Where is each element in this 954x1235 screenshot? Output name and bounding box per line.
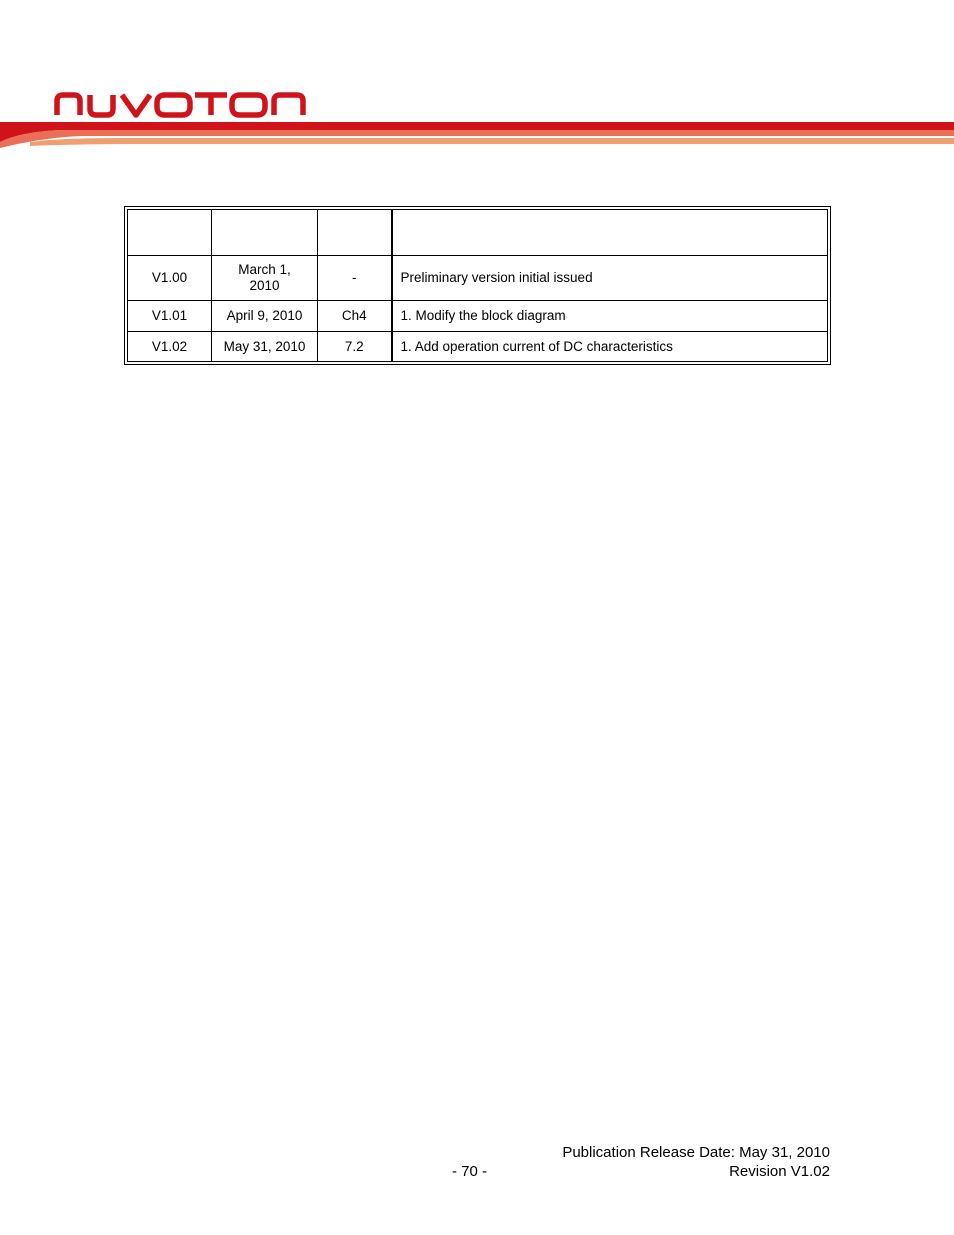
page-number: - 70 - [452,1163,488,1180]
table-row [128,256,828,301]
chapter-cell: - [318,256,392,301]
table-header-row [128,210,828,256]
nuvoton-logo [52,90,310,118]
version-cell: V1.00 [128,256,212,301]
date-cell: April 9, 2010 [212,301,318,332]
description-cell: Preliminary version initial issued [392,256,828,301]
version-cell: V1.01 [128,301,212,332]
date-cell: March 1, 2010 [212,256,318,301]
header-band [0,118,954,150]
chapter-cell: 7.2 [318,332,392,362]
version-cell: V1.02 [128,332,212,362]
chapter-cell: Ch4 [318,301,392,332]
description-cell: 1. Modify the block diagram [392,301,828,332]
description-cell: 1. Add operation current of DC characteristics [392,332,828,362]
table-row [128,301,828,332]
header-cell-date [212,210,318,256]
header-cell-chapter [318,210,392,256]
header-cell-version [128,210,212,256]
publication-release-date: Publication Release Date: May 31, 2010 [562,1144,830,1161]
header-cell-description [392,210,828,256]
table-row [128,332,828,362]
revision-history-table [124,206,831,365]
date-cell: May 31, 2010 [212,332,318,362]
document-revision: Revision V1.02 [729,1163,830,1180]
